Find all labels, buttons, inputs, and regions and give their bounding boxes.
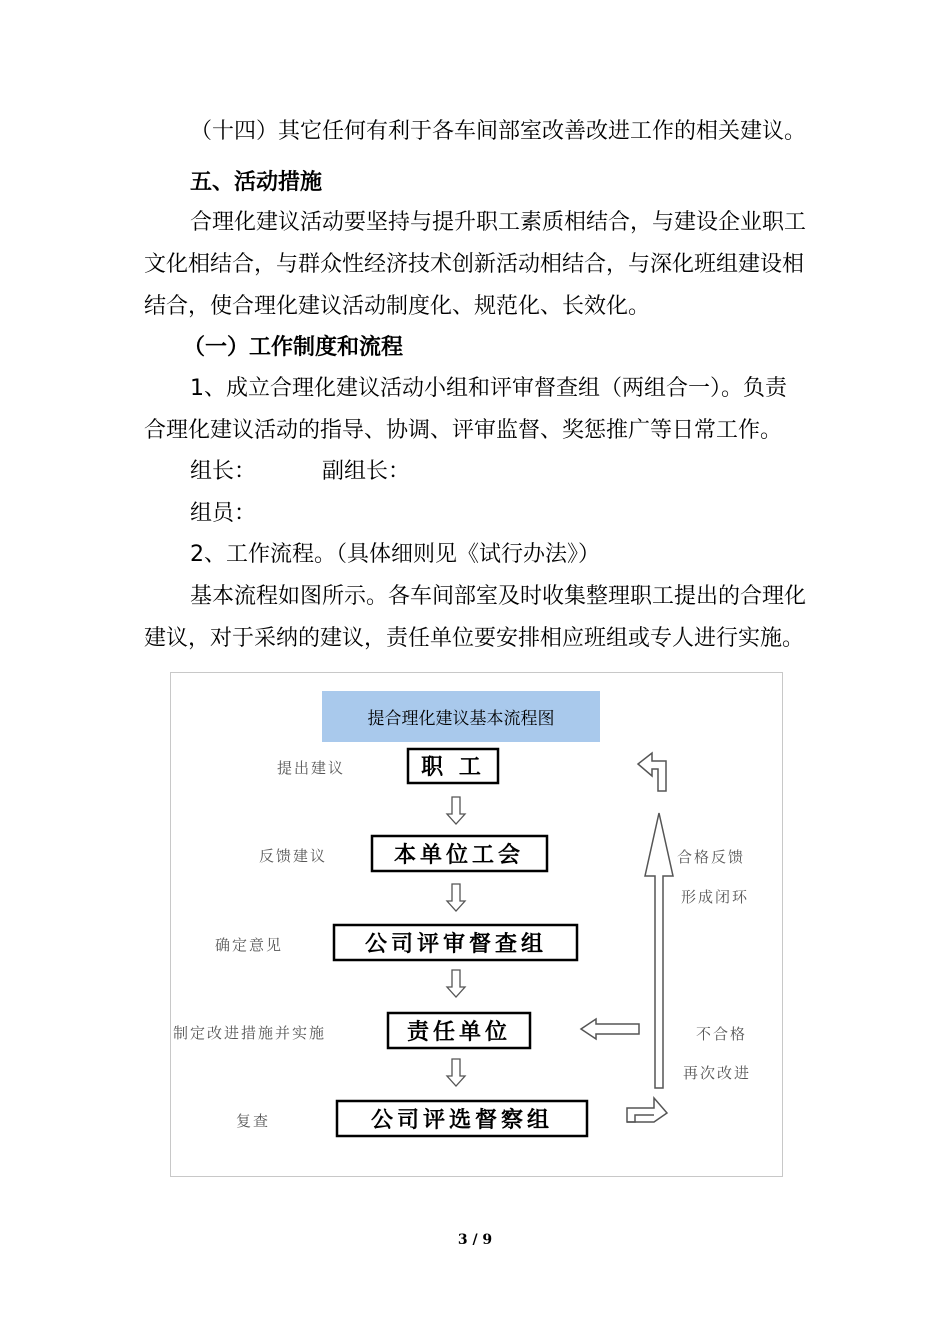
label-submit: 提出建议 [277, 759, 346, 777]
vice-leader-label: 副组长： [322, 459, 411, 484]
box-inspection-group-label: 公司评选督察组 [370, 1107, 554, 1133]
up-arrow-loop [645, 813, 673, 1088]
label-pass-line-2: 形成闭环 [681, 888, 750, 906]
paragraph-item-14: （十四）其它任何有利于各车间部室改善改进工作的相关建议。 [190, 119, 807, 144]
measures-paragraph-line-3: 结合，使合理化建议活动制度化、规范化、长效化。 [144, 294, 651, 319]
down-arrow-2 [447, 884, 465, 911]
label-fail-line-2: 再次改进 [683, 1064, 752, 1082]
label-fail-line-1: 不合格 [696, 1025, 748, 1043]
section-heading: 五、活动措施 [190, 170, 323, 195]
label-decide: 确定意见 [215, 936, 284, 954]
flowchart-svg [171, 673, 782, 1176]
corner-arrow-top [638, 753, 666, 791]
group-members-label: 组员： [190, 501, 257, 526]
measures-paragraph-line-1: 合理化建议活动要坚持与提升职工素质相结合，与建设企业职工 [190, 210, 807, 235]
page-number: 3 / 9 [457, 1232, 493, 1248]
box-staff-label: 职 工 [421, 754, 485, 780]
down-arrow-3 [447, 970, 465, 997]
basic-flow-line-2: 建议，对于采纳的建议，责任单位要安排相应班组或专人进行实施。 [144, 626, 805, 651]
box-responsible-unit-label: 责任单位 [406, 1019, 512, 1045]
measures-paragraph-line-2: 文化相结合，与群众性经济技术创新活动相结合，与深化班组建设相 [144, 252, 805, 277]
box-review-group-label: 公司评审督查组 [364, 931, 548, 957]
item-2-line: 2、工作流程。（具体细则见《试行办法》） [190, 542, 600, 567]
item-1-line-2: 合理化建议活动的指导、协调、评审监督、奖惩推广等日常工作。 [144, 418, 783, 443]
down-arrow-1 [447, 797, 465, 824]
item-1-line-1: 1、成立合理化建议活动小组和评审督查组（两组合一）。负责 [190, 376, 787, 401]
label-pass-line-1: 合格反馈 [677, 848, 746, 866]
box-union-label: 本单位工会 [393, 842, 525, 868]
label-recheck: 复查 [236, 1112, 271, 1130]
flowchart-figure [170, 672, 783, 1177]
flowchart-title: 提合理化建议基本流程图 [367, 709, 555, 729]
corner-arrow-bottom [627, 1098, 667, 1122]
left-arrow-fail [581, 1019, 639, 1039]
label-implement: 制定改进措施并实施 [173, 1024, 327, 1042]
down-arrow-4 [447, 1059, 465, 1086]
subsection-heading: （一）工作制度和流程 [183, 335, 404, 360]
label-feedback: 反馈建议 [259, 847, 328, 865]
group-leader-label: 组长： [190, 459, 257, 484]
basic-flow-line-1: 基本流程如图所示。各车间部室及时收集整理职工提出的合理化 [190, 584, 807, 609]
